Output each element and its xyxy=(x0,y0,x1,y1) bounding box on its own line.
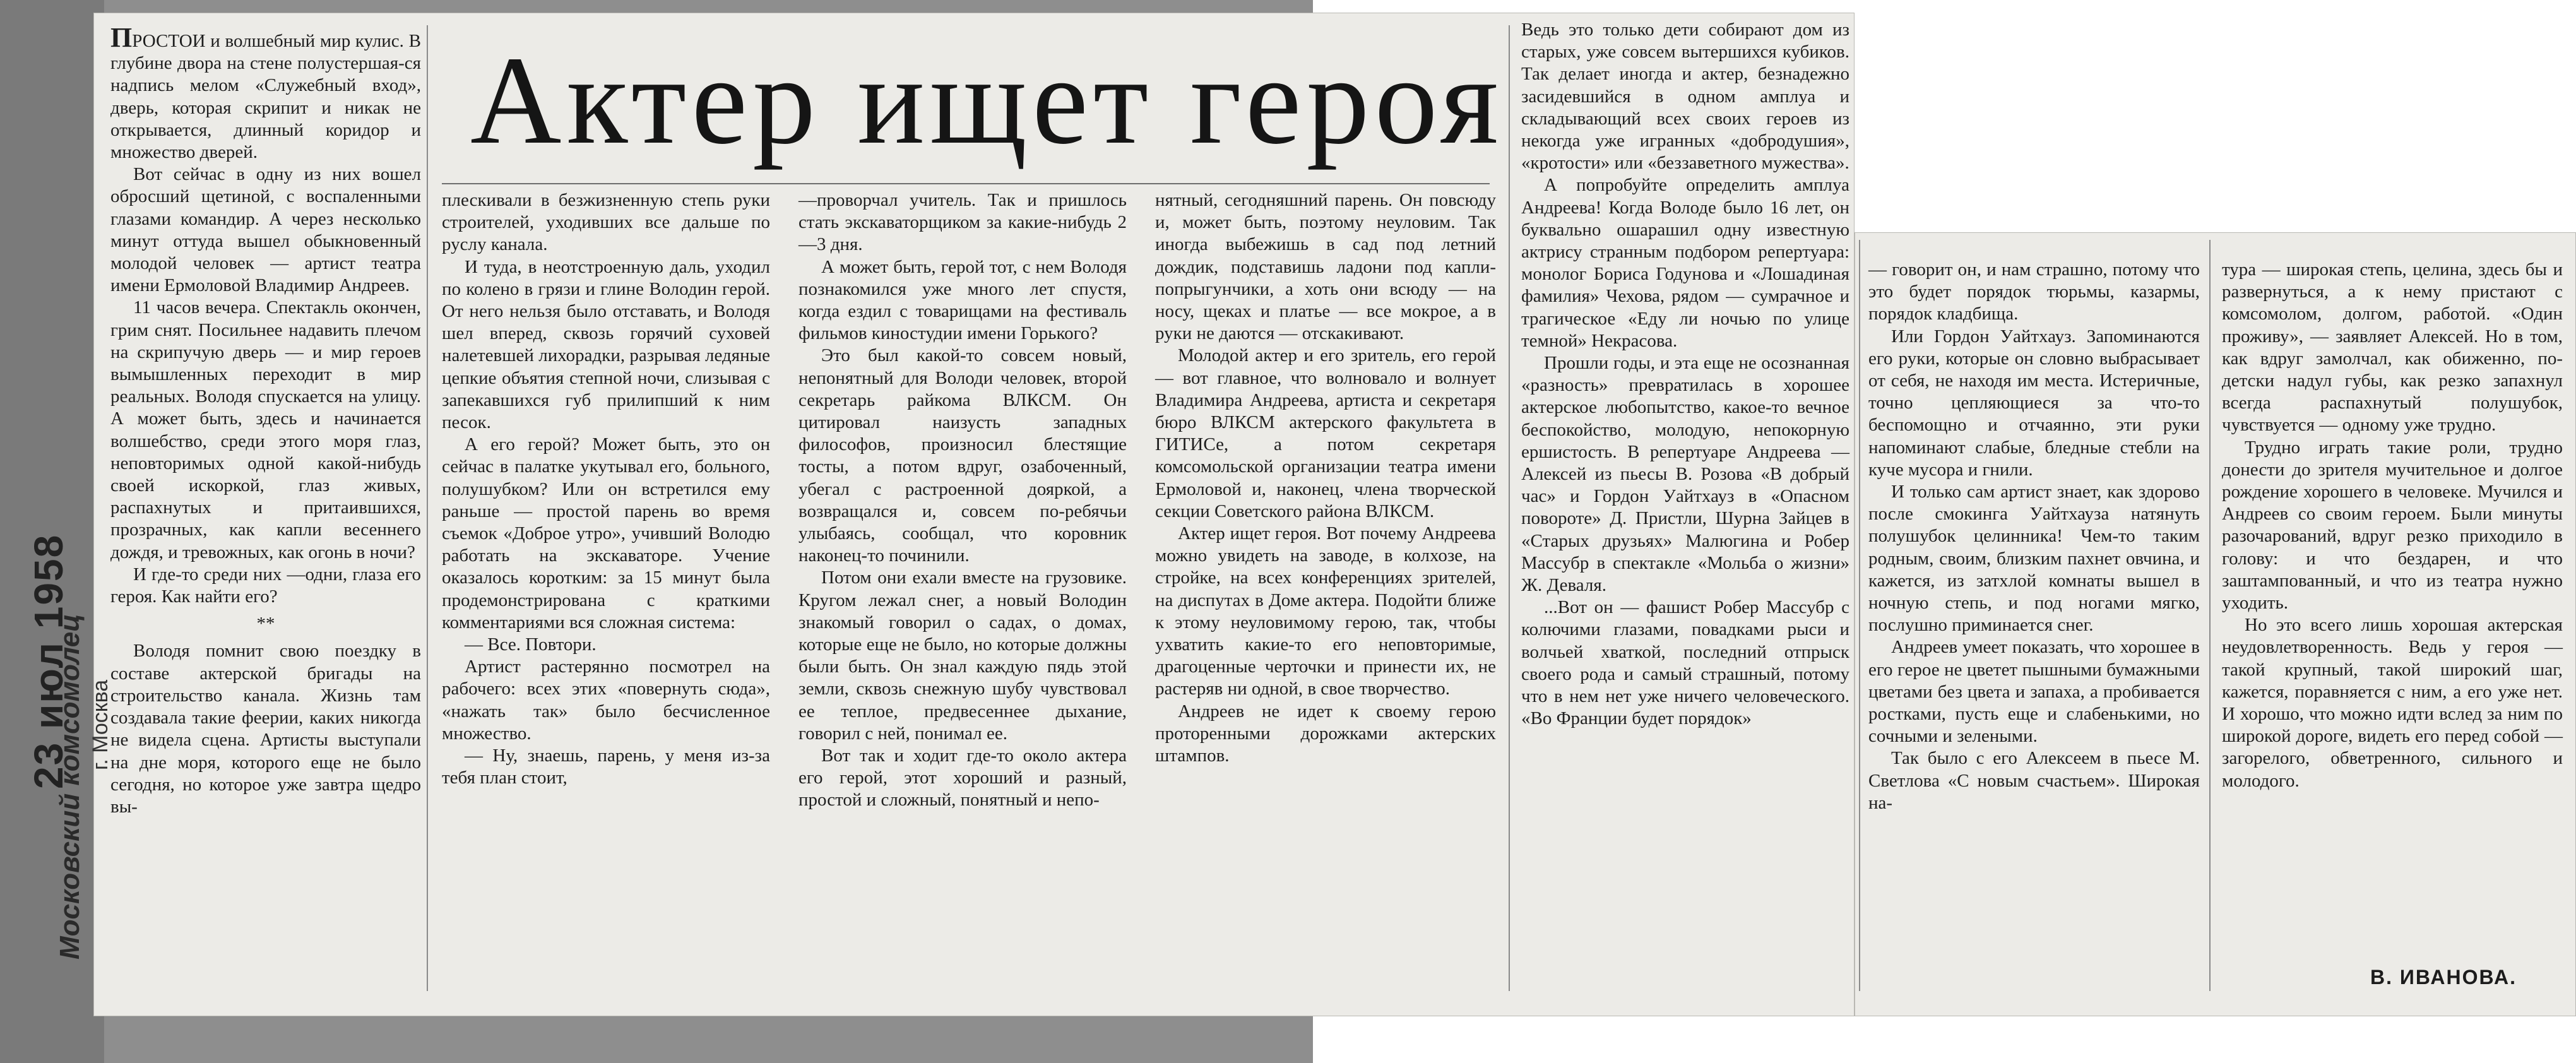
newspaper-name-stamp: Московский комсомолец xyxy=(54,614,85,959)
paragraph: —проворчал учитель. Так и пришлось стать экскаваторщиком за какие-нибудь 2—3 дня. xyxy=(798,190,1127,255)
paragraph: Так было с его Алексеем в пьесе М. Светлова «С новым счастьем». Широкая на- xyxy=(1868,748,2200,813)
article-column-6 xyxy=(1868,259,2200,814)
paragraph: Трудно играть такие роли, трудно донести до зрителя мучительное и долгое рождение хорошего в человеке. Мучился и Андреев со своим героем. Были минуты разочарований, вдруг резко приходило в голову: и что бездарен, и что заштампованный, и что из театра нужно уходить. xyxy=(2222,437,2563,614)
article-headline: Актер ищет героя xyxy=(470,31,1504,170)
section-separator: ** xyxy=(256,614,275,634)
paragraph: Но это всего лишь хорошая актерская неудовлетворенность. Ведь у героя — такой крупный, такой широкий шаг, кажется, поравняется с ним, а его уже нет. И хорошо, что можно идти вслед за ним по широкой дороге, видеть его перед собой — загорелого, обветренного, сильного и молодого. xyxy=(2222,615,2563,791)
column-divider xyxy=(1509,25,1510,991)
paragraph: Актер ищет героя. Вот почему Андреева можно увидеть на заводе, в колхозе, на стройке, на всех конференциях зрителей, на диспутах в Доме актера. Подойти ближе к этому неуловимому герою, так, чтобы ухватить какие-то его неповторимые, драгоценные черточки и принести их, не растеряв ни одной, в свое творчество. xyxy=(1155,523,1496,699)
paragraph: Ведь это только дети собирают дом из старых, уже совсем вытершихся кубиков. Так делает иногда и актер, безнадежно засидевшийся в одном амплуа и складывающий всех своих героев из некогда уже игранных «добродушия», «кротости» или «беззаветного мужества». xyxy=(1521,20,1849,174)
headline-rule xyxy=(442,183,1490,184)
paragraph: плескивали в безжизненную степь руки строителей, уходивших все дальше по руслу канала. xyxy=(442,190,770,255)
column-divider xyxy=(2209,240,2211,991)
paragraph: 11 часов вечера. Спектакль окончен, грим снят. Посильнее надавить плечом на скрипучую дверь — и мир героев вымышленных переходит в мир реальных. Володя спускается на улицу. А может быть, здесь и начинается волшебство, среди этого моря глаз, неповторимых одной какой-нибудь своей искоркой, глаз живых, распахнутых и притаившихся, прозрачных, как капли весеннего дождя, и тревожных, как огонь в ночи? xyxy=(110,297,421,562)
paragraph: Молодой актер и его зритель, его герой — вот главное, что волновало и волнует Владимира Андреева, артиста и секретаря бюро ВЛКСМ актерского факультета в ГИТИСе, а потом секретаря комсомольской организации театра имени Ермоловой и, наконец, члена творческой секции Советского района ВЛКСМ. xyxy=(1155,345,1496,521)
article-column-4 xyxy=(1155,189,1496,767)
author-signature: В. ИВАНОВА. xyxy=(2370,966,2517,989)
paragraph: Андреев не идет к своему герою протоpенными дорожками актерских штампов. xyxy=(1155,701,1496,766)
paragraph: Или Гордон Уайтхауз. Запоминаются его руки, которые он словно выбрасывает от себя, не находя им места. Истеричные, точно цепляющиеся за что-то беспомощно и отчаянно, эти руки напоминают слабые, бледные стебли на куче мусора и гнили. xyxy=(1868,326,2200,480)
paragraph: А может быть, герой тот, с нем Володя познакомился уже много лет спустя, когда ездил с товарищами на фестиваль фильмов киностудии имени Горького? xyxy=(798,256,1127,344)
paragraph: А попробуйте определить амплуа Андреева! Когда Володе было 16 лет, он буквально ошарашил одну известную актрису странным подбором репертуара: монолог Бориса Годунова и «Лошадиная фамилия» Чехова, рядом — сумрачное и трагическое «Еду ли ночью по улице темной» Некрасова. xyxy=(1521,175,1849,351)
paragraph: — Ну, знаешь, парень, у меня из-за тебя план стоит, xyxy=(442,745,770,788)
paragraph: А его герой? Может быть, это он сейчас в палатке укутывал его, больного, полушубком? Или он встретился ему раньше — простой парень во время съемок «Доброе утро», учивший Володю работать на экскаваторе. Учение оказалось коротким: за 15 минут была продемонстрирована с краткими комментариями вся сложная система: xyxy=(442,434,770,632)
paragraph: Андреев умеет показать, что хорошее в его герое не цветет пышными бумажными цветами без цвета и запаха, а пробивается ростками, пусть еще и слабенькими, но сочными и зелеными. xyxy=(1868,637,2200,747)
paragraph: Володя помнит свою поездку в составе актерской бригады на строительство канала. Жизнь там создавала такие феерии, каких никогда не видела сцена. Артисты выступали на дне моря, которого еще не было сегодня, но которое уже завтра щедро вы- xyxy=(110,641,421,817)
article-column-1 xyxy=(110,22,421,818)
paragraph: ...Вот он — фашист Робер Массубр с колючими глазами, повадками рыси и волчьей хваткой, последний отпрыск своего рода и самый страшный, потому что в нем нет уже ничего человеческого. «Во Франции будет порядок» xyxy=(1521,597,1849,729)
paragraph: — говорит он, и нам страшно, потому что это будет порядок тюрьмы, казармы, порядок кладбища. xyxy=(1868,259,2200,324)
article-column-5 xyxy=(1521,19,1849,730)
article-column-7 xyxy=(2222,259,2563,792)
paragraph: ПРОСТОИ и волшебный мир кулис. В глубине двора на стене полустершая-ся надпись мелом «Служебный вход», дверь, которая скрипит и никак не открывается, длинный коридор и множество дверей. xyxy=(110,22,421,163)
date-stamp: 23 июл 1958 xyxy=(26,533,71,789)
paragraph: Артист растерянно посмотрел на рабочего: всех этих «повернуть сюда», «нажать так» было бесчисленное множество. xyxy=(442,656,770,744)
paragraph: тура — широкая степь, целина, здесь бы и развернуться, а к нему пристают с комсомолом, долгом, работой. «Один проживу», — заявляет Алексей. Но в том, как вдруг замолчал, как обиженно, по-детски надул губы, как резко запахнул всегда распахнутый полушубок, чувствуется — одному уже трудно. xyxy=(2222,259,2563,436)
paragraph: И туда, в неотстроенную даль, уходил по колено в грязи и глине Володин герой. От него нельзя было отставать, и Володя шел вперед, сквозь горячий суховей налетевшей лихорадки, разрывая ледяные цепкие объятия степной ночи, слизывая с запекавшихся губ прилипший к ним песок. xyxy=(442,256,770,433)
paragraph: И только сам артист знает, как здорово после смокинга Уайтхауза натянуть полушубок целинника! Чем-то таким родным, своим, близким пахнет овчина, и кажется, из затхлой комнаты вышел в ночную степь, и под ногами мягко, послушно приминается снег. xyxy=(1868,482,2200,636)
paragraph: Это был какой-то совсем новый, непонятный для Володи человек, второй секретарь райкома ВЛКСМ. Он цитировал наизусть западных философов, произносил блестящие тосты, а потом вдруг, озабоченный, убегал с растроенной дояркой, а возвращался и, совсем по-ребячьи улыбаясь, сообщал, что коровник наконец-то починили. xyxy=(798,345,1127,566)
paragraph: Вот так и ходит где-то около актера его герой, этот хороший и разный, простой и сложный, понятный и непо- xyxy=(798,745,1127,811)
paragraph: Потом они ехали вместе на грузовике. Кругом лежал снег, а новый Володин знакомый говорил о садах, о домах, которые еще не было, но которые должны были быть. Он знал каждую пядь этой земли, сквозь снежную шубу чувствовал ее теплое, предвесеннее дыхание, говорил с ней, понимал ее. xyxy=(798,567,1127,744)
paragraph: Прошли годы, и эта еще не осознанная «разность» превратилась в хорошее актерское любопытство, какое-то вечное беспокойство, молодую, непокорную ершистость. В репертуаре Андреева — Алексей из пьесы В. Розова «В добрый час» и Гордон Уайтхауз в «Опасном повороте» Д. Пристли, Шурна Зайцев в «Старых друзьях» Малюгина и Робер Массубр в спектакле «Мольба о жизни» Ж. Деваля. xyxy=(1521,353,1849,596)
paragraph: нятный, сегодняшний парень. Он повсюду и, может быть, поэтому неуловим. Так иногда выбежишь в сад под летний дождик, подставишь ладони под капли-попрыгунчики, а хоть они всюду — на носу, щеках и платье — все мокрое, а в руки не даются — отскакивают. xyxy=(1155,190,1496,344)
city-stamp: г. Москва xyxy=(88,679,112,770)
column-divider xyxy=(1859,240,1860,991)
column-divider xyxy=(427,25,428,991)
paragraph: Вот сейчас в одну из них вошел обросший щетиной, с воспаленными глазами командир. А через несколько минут оттуда вышел обыкновенный молодой человек — артист театра имени Ермоловой Владимир Андреев. xyxy=(110,164,421,296)
paragraph: — Все. Повтори. xyxy=(465,634,597,655)
article-column-2 xyxy=(442,189,770,789)
article-column-3 xyxy=(798,189,1127,812)
paragraph: И где-то среди них —одни, глаза его героя. Как найти его? xyxy=(110,564,421,607)
